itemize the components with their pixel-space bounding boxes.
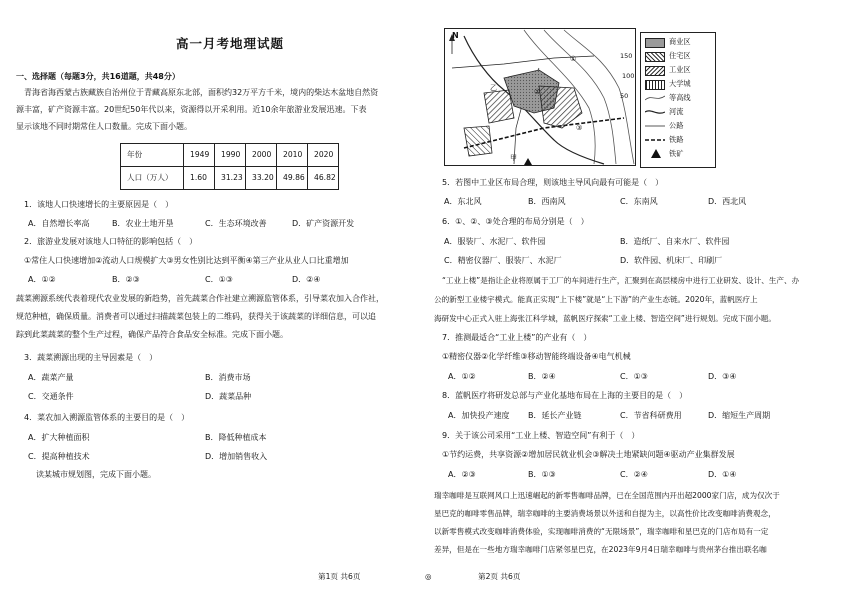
- q9-option-c[interactable]: C．②④: [620, 470, 648, 479]
- q5-option-c[interactable]: C．东南风: [620, 197, 658, 206]
- table-cell: 2020: [308, 144, 339, 167]
- q7-option-a[interactable]: A．①②: [448, 372, 476, 381]
- table-cell: 49.86: [277, 167, 308, 190]
- table-cell: 1.60: [184, 167, 215, 190]
- legend-label: 等高线: [669, 93, 691, 102]
- table-cell: 1949: [184, 144, 215, 167]
- residential-swatch: [645, 52, 665, 62]
- legend-item: [645, 93, 715, 103]
- legend-item: [645, 135, 715, 145]
- map-label-yi: 乙: [490, 84, 497, 92]
- q3-stem: 3．蔬菜溯源出现的主导因素是（ ）: [24, 353, 158, 362]
- legend-item: [645, 149, 715, 159]
- iron-ore-symbol-icon: [651, 149, 661, 158]
- table-cell: 33.20: [246, 167, 277, 190]
- railway-symbol-icon: [645, 136, 665, 144]
- q8-option-d[interactable]: D．缩短生产周期: [708, 411, 771, 420]
- legend-label: 住宅区: [669, 51, 691, 60]
- q2-option-c[interactable]: C．①③: [205, 275, 233, 284]
- legend-label: 公路: [669, 121, 684, 130]
- intro-line-1: 青海省海西蒙古族藏族自治州位于青藏高原东北部，面积约32万平方千米，境内的柴达木盆地自然资: [24, 88, 379, 97]
- q8-option-a[interactable]: A．加快投产速度: [448, 411, 510, 420]
- legend-item: [645, 51, 715, 61]
- legend-label: 铁路: [669, 135, 684, 144]
- legend-item: [645, 37, 715, 47]
- map-label-jia: 甲: [510, 154, 517, 162]
- footer-page-left: 第1页 共6页: [318, 572, 361, 581]
- legend-label: 河流: [669, 107, 684, 116]
- q1-option-a[interactable]: A．自然增长率高: [28, 219, 90, 228]
- contour-label-50: 50: [620, 92, 629, 100]
- q1-option-b[interactable]: B．农业土地开垦: [112, 219, 174, 228]
- q3-option-a[interactable]: A．蔬菜产量: [28, 373, 74, 382]
- contour-symbol-icon: [645, 94, 665, 102]
- q5-option-a[interactable]: A．东北风: [444, 197, 482, 206]
- coffee-line-4: 差异，但是在一些地方瑞幸咖啡门店紧邻星巴克，在2023年9月4日瑞幸咖啡与贵州茅台推出联名咖: [434, 545, 767, 554]
- map-intro: 读某城市规划图，完成下面小题。: [36, 470, 156, 479]
- right-page: [430, 0, 860, 607]
- q8-option-c[interactable]: C．节省科研费用: [620, 411, 682, 420]
- legend-label: 铁矿: [669, 149, 684, 158]
- legend-label: 商业区: [669, 37, 691, 46]
- q8-option-b[interactable]: B．延长产业链: [528, 411, 582, 420]
- q4-option-c[interactable]: C．提高种植技术: [28, 452, 90, 461]
- q4-stem: 4．菜农加入溯源监管体系的主要目的是（ ）: [24, 413, 190, 422]
- q7-option-b[interactable]: B．②④: [528, 372, 556, 381]
- footer-page-right: 第2页 共6页: [478, 572, 521, 581]
- q9-option-b[interactable]: B．①③: [528, 470, 556, 479]
- legend-label: 大学城: [669, 79, 691, 88]
- map-label-3: ③: [576, 124, 583, 132]
- table-cell: 2010: [277, 144, 308, 167]
- university-zone: [464, 126, 492, 156]
- q9-line: ①节约运费，共享资源②增加居民就业机会③解决土地紧缺问题④驱动产业集群发展: [442, 450, 735, 459]
- road-symbol-icon: [645, 122, 665, 130]
- intro-line-2: 源丰富，矿产资源丰富。20世纪50年代以来，资源得以开采利用。近10余年旅游业发展迅速。下表: [16, 105, 367, 114]
- legend-item: [645, 121, 715, 131]
- q6-option-b[interactable]: B．造纸厂、自来水厂、软件园: [620, 237, 730, 246]
- q2-option-a[interactable]: A．①②: [28, 275, 56, 284]
- population-table: [120, 143, 339, 190]
- q9-option-d[interactable]: D．①④: [708, 470, 737, 479]
- q9-stem: 9．关于该公司采用“工业上楼、智造空间”有利于（ ）: [442, 431, 640, 440]
- q7-option-d[interactable]: D．③④: [708, 372, 737, 381]
- q4-option-d[interactable]: D．增加销售收入: [205, 452, 268, 461]
- industrial-swatch: [645, 66, 665, 76]
- q1-stem: 1．该地人口快速增长的主要原因是（ ）: [24, 200, 174, 209]
- table-cell: 年份: [121, 144, 184, 167]
- veg-line-2: 规范种植，确保质量。消费者可以通过扫描蔬菜包装上的二维码，获得关于该蔬菜的详细信息，可以追: [16, 312, 376, 321]
- q1-option-c[interactable]: C．生态环境改善: [205, 219, 267, 228]
- north-label: N: [452, 31, 459, 40]
- commercial-swatch: [645, 38, 665, 48]
- legend-item: [645, 79, 715, 89]
- footer-binding-mark: ◎: [425, 572, 432, 581]
- q5-stem: 5．若图中工业区布局合理，则该地主导风向最有可能是（ ）: [442, 178, 664, 187]
- q6-option-a[interactable]: A．服装厂、水泥厂、软件园: [444, 237, 546, 246]
- veg-line-1: 蔬菜溯源系统代表着现代农业发展的新趋势，首先蔬菜合作社建立溯源监管体系，引导菜农加入合作社，: [16, 294, 384, 303]
- table-cell: 人口（万人）: [121, 167, 184, 190]
- industrial-zone: [484, 90, 514, 123]
- map-legend: [640, 32, 716, 168]
- q3-option-c[interactable]: C．交通条件: [28, 392, 74, 401]
- q6-stem: 6．①、②、③处合理的布局分别是（ ）: [442, 217, 589, 226]
- section-heading: 一、选择题（每题3分，共16道题，共48分）: [16, 72, 180, 81]
- table-cell: 1990: [215, 144, 246, 167]
- table-cell: 31.23: [215, 167, 246, 190]
- q2-stem: 2．旅游业发展对该地人口特征的影响包括（ ）: [24, 237, 198, 246]
- q2-option-d[interactable]: D．②④: [292, 275, 321, 284]
- q7-stem: 7．推测最适合“工业上楼”的产业有（ ）: [442, 333, 592, 342]
- table-cell: 46.82: [308, 167, 339, 190]
- q4-option-b[interactable]: B．降低种植成本: [205, 433, 267, 442]
- q8-stem: 8．蓝帆医疗将研发总部与产业化基地布局在上海的主要目的是（ ）: [442, 391, 688, 400]
- q1-option-d[interactable]: D．矿产资源开发: [292, 219, 355, 228]
- lift-line-3: 海研发中心正式入驻上海张江科学城，蓝帆医疗探索“工业上楼、智造空间”进行规划。完成下面小题。: [434, 314, 776, 323]
- q9-option-a[interactable]: A．②③: [448, 470, 476, 479]
- q2-option-b[interactable]: B．②③: [112, 275, 140, 284]
- river-symbol-icon: [645, 108, 665, 116]
- university-swatch: [645, 80, 665, 90]
- q6-option-c[interactable]: C．精密仪器厂、服装厂、水泥厂: [444, 256, 562, 265]
- contour-label-100: 100: [622, 72, 635, 80]
- table-row: [121, 144, 339, 167]
- q5-option-d[interactable]: D．西北风: [708, 197, 747, 206]
- legend-item: [645, 65, 715, 75]
- q7-option-c[interactable]: C．①③: [620, 372, 648, 381]
- q5-option-b[interactable]: B．西南风: [528, 197, 566, 206]
- q6-option-d[interactable]: D．软件园、机床厂、印刷厂: [620, 256, 723, 265]
- lift-line-2: 公的新型工业楼宇模式。能真正实现“上下楼”就是“上下游”的产业生态链。2020年，蓝帆医疗上: [434, 295, 758, 304]
- q4-option-a[interactable]: A．扩大种植面积: [28, 433, 90, 442]
- contour-label-150: 150: [620, 52, 633, 60]
- coffee-line-3: 以新零售模式改变咖啡消费体验，实现咖啡消费的“无限场景”，瑞幸咖啡和星巴克的门店布局有一定: [434, 527, 769, 536]
- map-label-1: ①: [570, 55, 577, 63]
- q7-line: ①精密仪器②化学纤维③移动智能终端设备④电气机械: [442, 352, 631, 361]
- q2-line: ①常住人口快速增加②流动人口规模扩大③男女性别比达到平衡④第三产业从业人口比重增加: [24, 256, 349, 265]
- q3-option-b[interactable]: B．消费市场: [205, 373, 251, 382]
- table-cell: 2000: [246, 144, 277, 167]
- lift-line-1: “工业上楼”是指让企业将原属于工厂的车间进行生产，汇聚到在高层楼房中进行工业研发、设计、生产、办: [442, 276, 800, 285]
- table-row: [121, 167, 339, 190]
- coffee-line-1: 瑞幸咖啡是互联网风口上迅速崛起的新零售咖啡品牌，已在全国范围内开出超2000家门店，成为仅次于: [434, 491, 780, 500]
- q3-option-d[interactable]: D．蔬菜品种: [205, 392, 252, 401]
- legend-item: [645, 107, 715, 117]
- veg-line-3: 踪到此菜蔬菜的整个生产过程，确保产品符合食品安全标准。完成下面小题。: [16, 330, 288, 339]
- coffee-line-2: 星巴克的咖啡零售品牌，瑞幸咖啡的主要消费场景以外送和自提为主，以高性价比改变咖啡消费观念，: [434, 509, 776, 518]
- page-title: 高一月考地理试题: [176, 36, 285, 51]
- intro-line-3: 显示该地不同时期常住人口数量。完成下面小题。: [16, 122, 192, 131]
- legend-label: 工业区: [669, 65, 691, 74]
- map-label-2: ②: [534, 88, 541, 96]
